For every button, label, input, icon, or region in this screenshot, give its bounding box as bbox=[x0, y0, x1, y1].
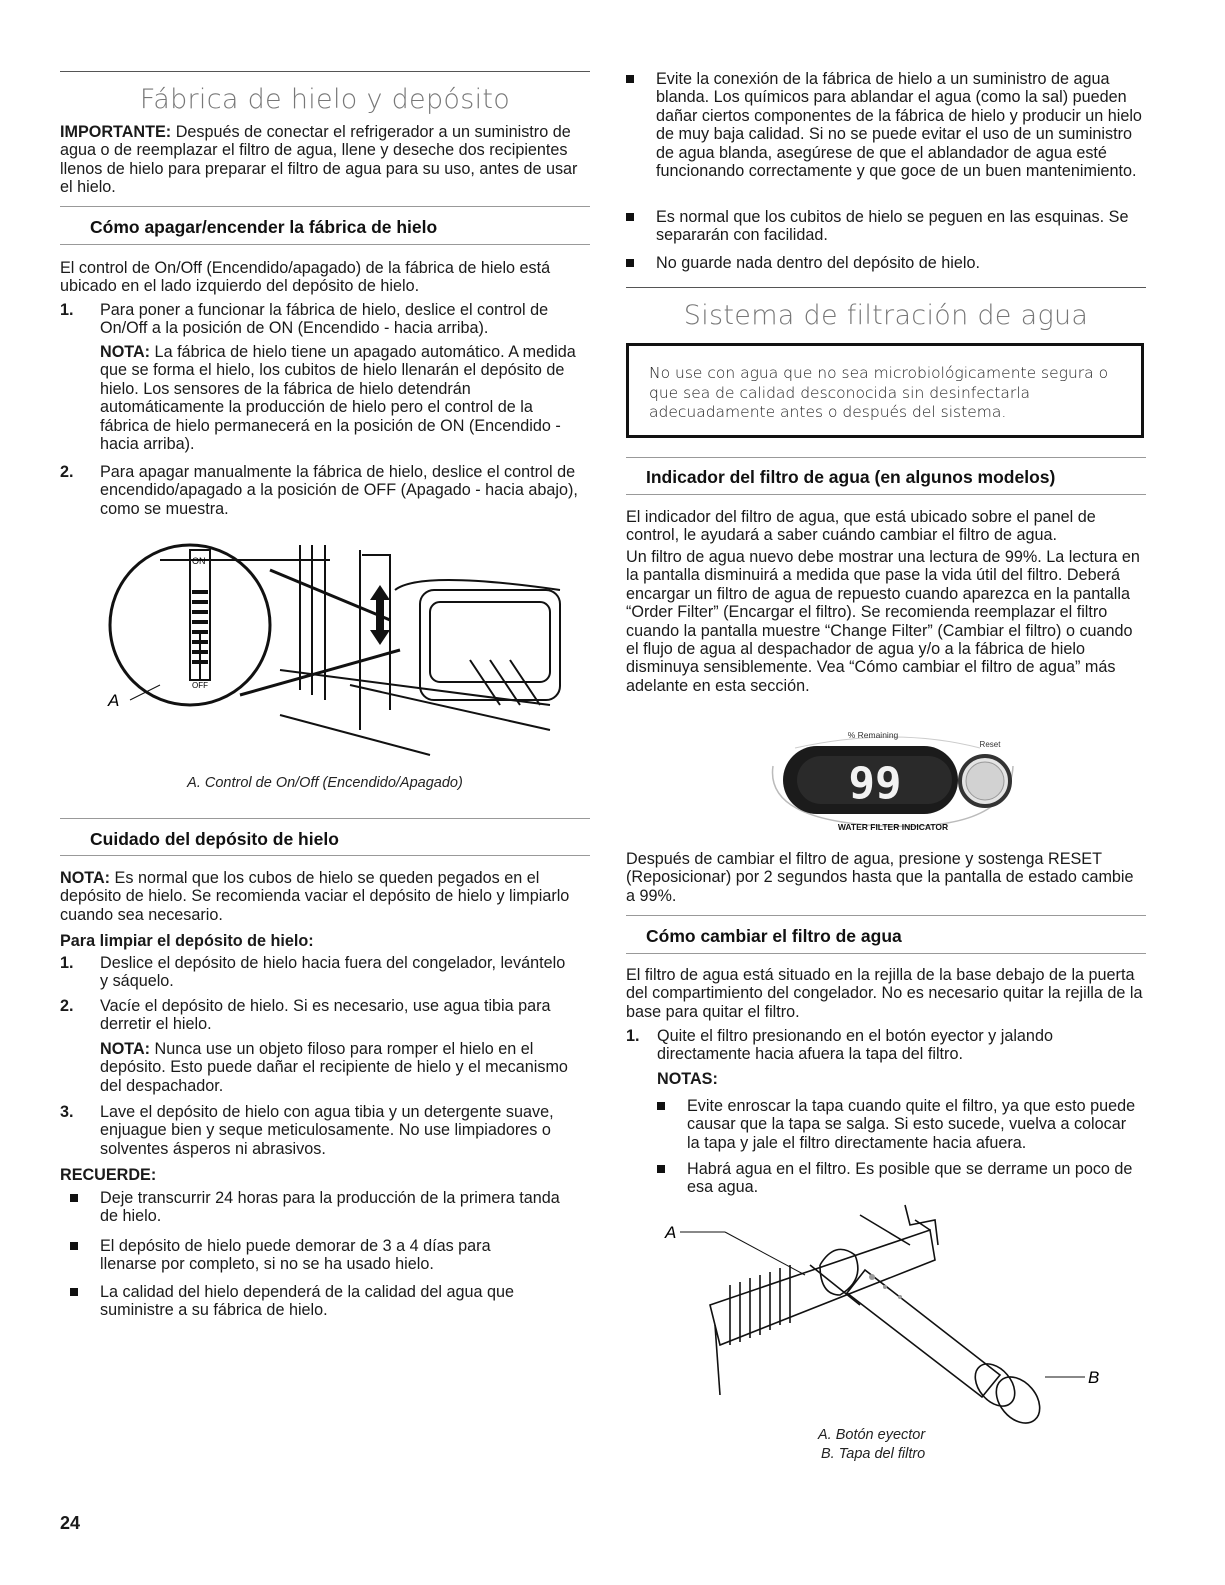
warning-box bbox=[626, 343, 1144, 438]
bullet-square bbox=[70, 1194, 78, 1202]
note-label: NOTA: bbox=[100, 343, 151, 361]
section-rule bbox=[60, 71, 590, 72]
important-label: IMPORTANTE: bbox=[60, 123, 172, 141]
step-number: 1. bbox=[60, 301, 74, 319]
section-rule bbox=[626, 287, 1146, 288]
subsection-rule bbox=[60, 818, 590, 819]
remember-bullet: La calidad del hielo dependerá de la calidad del agua que suministre a su fábrica de hielo. bbox=[70, 1283, 590, 1323]
filter-caption-b: B. Tapa del filtro bbox=[821, 1446, 926, 1462]
bullet-square bbox=[626, 75, 634, 83]
step-number: 3. bbox=[60, 1103, 74, 1121]
top-bullet: Evite la conexión de la fábrica de hielo a un suministro de agua blanda. Los químicos para ablandar el agua (como la sal) pueden dañar ciertos componentes de la fábrica de hielo y producir un hielo de muy baja calidad. Si no se puede evitar el uso de un suministro de agua blanda, asegúrese de que el ablandador de agua esté funcionando correctamente y que goce de un buen mantenimiento. bbox=[626, 70, 1146, 200]
indicator-p2: Un filtro de agua nuevo debe mostrar una lectura de 99%. La lectura en la pantalla disminuirá a medida que pase la vida útil del filtro. Deberá encargar un filtro de agua de repuesto cuando aparezca en la pantalla “Order Filter” (Encargar el filtro). Se recomienda reemplazar el filtro cuando la pantalla muestre “Change Filter” (Cambiar el filtro) o cuando el flujo de agua al despachador de agua y/o a la fábrica de hielo disminuya sensiblemente. Vea “Cómo cambiar el filtro de agua” más adelante en esta sección. bbox=[626, 548, 1140, 695]
indicator-p1: El indicador del filtro de agua, que está ubicado sobre el panel de control, le ayudará a saber cuándo cambiar el filtro de agua. bbox=[626, 508, 1096, 545]
panel-reset-label: Reset bbox=[979, 740, 1001, 749]
page-number: 24 bbox=[60, 1513, 81, 1533]
top-bullet: No guarde nada dentro del depósito de hielo. bbox=[626, 254, 1146, 276]
important-text: Después de conectar el refrigerador a un suministro de agua o de reemplazar el filtro de agua, llene y deseche dos recipientes llenos de hielo para preparar el filtro de agua para su uso, antes de usar el hielo. bbox=[60, 123, 578, 197]
change-step-1 bbox=[626, 1027, 1146, 1067]
figure-label-b: B bbox=[1088, 1368, 1100, 1387]
step-text: Vacíe el depósito de hielo. Si es necesario, use agua tibia para derretir el hielo. bbox=[100, 997, 551, 1034]
note-text: Nunca use un objeto filoso para romper el hielo en el depósito. Esto puede dañar el recipiente de hielo y el mecanismo del despachador. bbox=[100, 1040, 568, 1095]
switch-off-label: OFF bbox=[192, 681, 208, 690]
filter-caption-a: A. Botón eyector bbox=[818, 1427, 926, 1443]
panel-name-label: WATER FILTER INDICATOR bbox=[837, 822, 949, 832]
bullet-square bbox=[626, 259, 634, 267]
onoff-figure-caption: A. Control de On/Off (Encendido/Apagado) bbox=[187, 775, 463, 791]
subsection-rule bbox=[60, 855, 590, 856]
step-number: 2. bbox=[60, 463, 74, 481]
subsection-rule bbox=[626, 953, 1146, 954]
ice-maker-switch-illustration bbox=[100, 530, 570, 770]
indicator-p3: Después de cambiar el filtro de agua, presione y sostenga RESET (Reposicionar) por 2 segundos hasta que la pantalla de estado cambie a 99%. bbox=[626, 850, 1134, 905]
remember-heading: RECUERDE: bbox=[60, 1166, 157, 1184]
change-intro: El filtro de agua está situado en la rejilla de la base debajo de la puerta del compartimiento del congelador. No es necesario quitar la rejilla de la base para quitar el filtro. bbox=[626, 966, 1143, 1021]
note-text: Es normal que los cubos de hielo se queden pegados en el depósito de hielo. Se recomienda vaciar el depósito de hielo y limpiarlo cuando sea necesario. bbox=[60, 869, 570, 924]
subsection-title-care: Cuidado del depósito de hielo bbox=[90, 829, 339, 849]
remember-bullet: El depósito de hielo puede demorar de 3 a 4 días para llenarse por completo, si no se ha usado hielo. bbox=[70, 1237, 590, 1277]
onoff-step-2 bbox=[60, 463, 590, 523]
figure-label-a: A bbox=[665, 1223, 677, 1242]
bullet-square bbox=[657, 1102, 665, 1110]
step-number: 2. bbox=[60, 997, 74, 1015]
bullet-square bbox=[626, 213, 634, 221]
step-number: 1. bbox=[60, 954, 74, 972]
panel-display-value: 99 bbox=[848, 758, 902, 809]
step-number: 1. bbox=[626, 1027, 640, 1045]
subsection-rule bbox=[626, 915, 1146, 916]
step-text: Para poner a funcionar la fábrica de hielo, deslice el control de On/Off a la posición de ON (Encendido - hacia arriba). bbox=[100, 301, 549, 338]
care-step-2-note bbox=[100, 1040, 580, 1095]
onoff-note bbox=[100, 343, 585, 453]
panel-remaining-label: % Remaining bbox=[847, 730, 899, 740]
care-step-2 bbox=[60, 997, 590, 1037]
note-label: NOTA: bbox=[60, 869, 111, 887]
figure-label-a: A bbox=[108, 691, 120, 710]
warning-text: No use con agua que no sea microbiológicamente segura o que sea de calidad desconocida sin desinfectarla adecuadamente antes o después del sistema. bbox=[649, 364, 1109, 421]
filter-removal-illustration bbox=[660, 1205, 1120, 1425]
section-title-ice-maker: Fábrica de hielo y depósito bbox=[139, 84, 511, 115]
remember-bullet: Deje transcurrir 24 horas para la producción de la primera tanda de hielo. bbox=[70, 1189, 590, 1229]
step-text: Para apagar manualmente la fábrica de hielo, deslice el control de encendido/apagado a la posición de OFF (Apagado - hacia abajo), como se muestra. bbox=[100, 463, 578, 518]
step-text: Deslice el depósito de hielo hacia fuera del congelador, levántelo y sáquelo. bbox=[100, 954, 566, 991]
subsection-title-onoff: Cómo apagar/encender la fábrica de hielo bbox=[90, 217, 438, 237]
clean-heading: Para limpiar el depósito de hielo: bbox=[60, 932, 314, 950]
subsection-title-indicator: Indicador del filtro de agua (en algunos modelos) bbox=[646, 467, 1056, 487]
water-filter-indicator-panel bbox=[755, 726, 1035, 836]
note-text: La fábrica de hielo tiene un apagado automático. A medida que se forma el hielo, los cubitos de hielo llenarán el depósito de hielo. Los sensores de la fábrica de hielo detendrán automáticamente la producción de hielo pero el control de la fábrica de hielo permanecerá en la posición de ON (Encendido - hacia arriba). bbox=[100, 343, 576, 454]
change-note-bullet: Evite enroscar la tapa cuando quite el filtro, ya que esto puede causar que la tapa se salga. Si esto sucede, vuelva a colocar la tapa y jale el filtro directamente hacia afuera. bbox=[657, 1097, 1147, 1157]
change-note-bullet: Habrá agua en el filtro. Es posible que se derrame un poco de esa agua. bbox=[657, 1160, 1147, 1200]
bullet-square bbox=[657, 1165, 665, 1173]
notes-heading: NOTAS: bbox=[657, 1070, 718, 1088]
top-bullet: Es normal que los cubitos de hielo se peguen en las esquinas. Se separarán con facilidad. bbox=[626, 208, 1146, 248]
care-step-1 bbox=[60, 954, 590, 994]
bullet-square bbox=[70, 1288, 78, 1296]
section-title-filtration: Sistema de filtración de agua bbox=[683, 300, 1089, 331]
onoff-intro: El control de On/Off (Encendido/apagado) de la fábrica de hielo está ubicado en el lado izquierdo del depósito de hielo. bbox=[60, 259, 551, 296]
subsection-title-change: Cómo cambiar el filtro de agua bbox=[646, 926, 902, 946]
onoff-step-1 bbox=[60, 301, 590, 341]
important-paragraph bbox=[60, 123, 590, 197]
note-label: NOTA: bbox=[100, 1040, 151, 1058]
step-text: Lave el depósito de hielo con agua tibia y un detergente suave, enjuague bien y seque meticulosamente. No use limpiadores o solventes ásperos ni abrasivos. bbox=[100, 1103, 554, 1158]
subsection-rule bbox=[60, 206, 590, 207]
subsection-rule bbox=[626, 494, 1146, 495]
bullet-square bbox=[70, 1242, 78, 1250]
subsection-rule bbox=[60, 244, 590, 245]
subsection-rule bbox=[626, 457, 1146, 458]
switch-on-label: ON bbox=[192, 556, 206, 566]
care-note bbox=[60, 869, 588, 924]
step-text: Quite el filtro presionando en el botón eyector y jalando directamente hacia afuera la tapa del filtro. bbox=[657, 1027, 1053, 1064]
care-step-3 bbox=[60, 1103, 590, 1163]
